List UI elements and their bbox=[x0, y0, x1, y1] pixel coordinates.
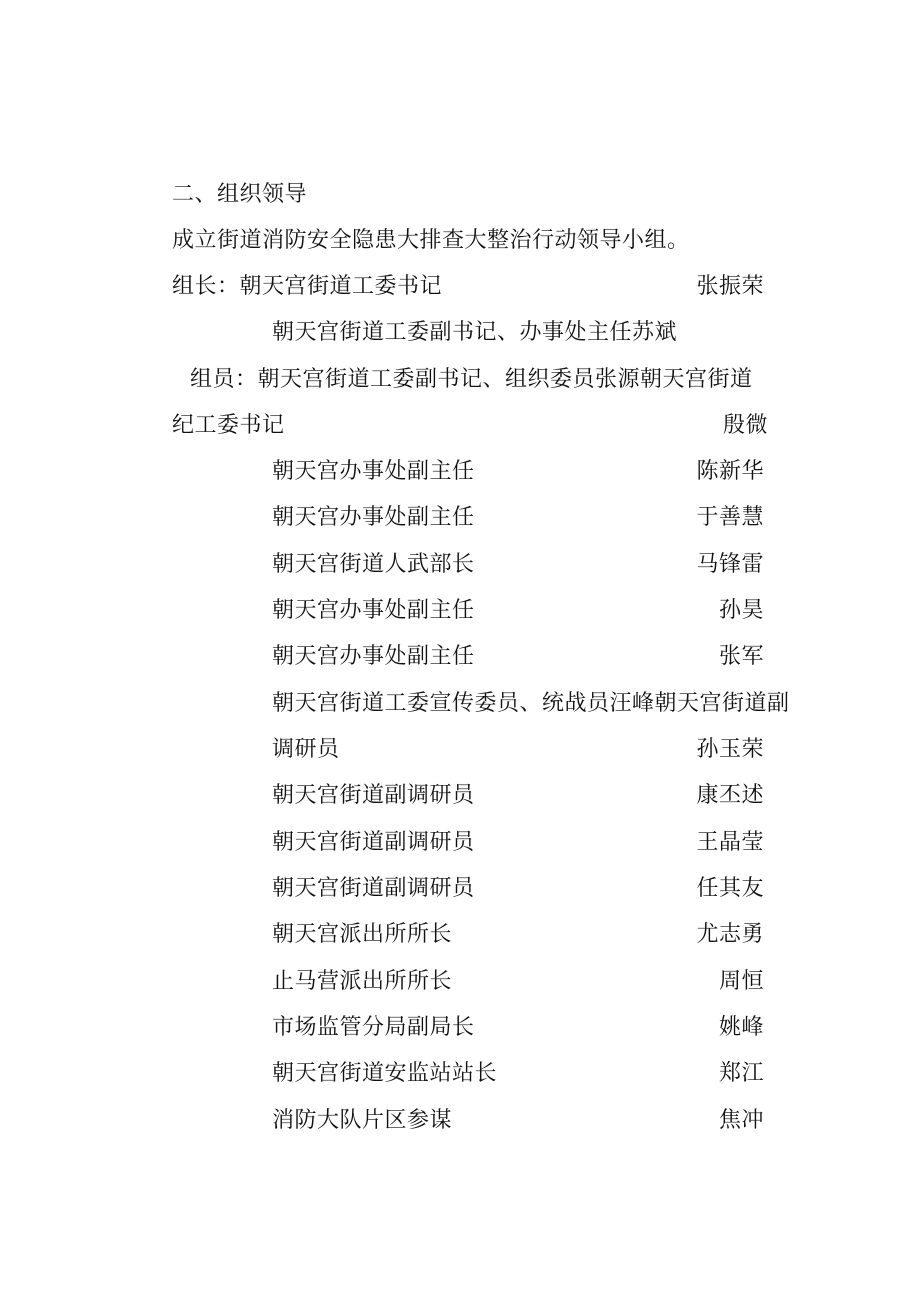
member-row bbox=[272, 920, 764, 950]
member-row bbox=[272, 828, 764, 858]
member-name: 康丕述 bbox=[696, 783, 764, 808]
members-line-2 bbox=[172, 411, 768, 441]
leader-row bbox=[172, 272, 764, 302]
member-name: 马锋雷 bbox=[696, 552, 764, 577]
section-heading: 二、组织领导 bbox=[172, 182, 308, 207]
member-row bbox=[272, 503, 764, 533]
member-name: 姚峰 bbox=[718, 1015, 764, 1040]
member-row bbox=[272, 550, 764, 580]
intro-paragraph: 成立街道消防安全隐患大排查大整治行动领导小组。 bbox=[172, 228, 690, 253]
member-name: 任其友 bbox=[696, 876, 764, 901]
member-row bbox=[272, 967, 764, 997]
leader-name: 张振荣 bbox=[696, 274, 764, 299]
member-role: 朝天宫办事处副主任 bbox=[272, 505, 475, 530]
member-role: 朝天宫办事处副主任 bbox=[272, 459, 475, 484]
member-name: 尤志勇 bbox=[696, 922, 764, 947]
leader-role: 组长：朝天宫街道工委书记 bbox=[172, 274, 443, 299]
member-role: 朝天宫派出所所长 bbox=[272, 922, 453, 947]
member-role: 调研员 bbox=[272, 737, 340, 762]
member-name: 殷微 bbox=[722, 413, 768, 438]
member-role: 朝天宫街道副调研员 bbox=[272, 830, 475, 855]
member-row bbox=[272, 1013, 764, 1043]
member-name: 孙玉荣 bbox=[696, 737, 764, 762]
member-row bbox=[272, 596, 764, 626]
members-line-1: 组员：朝天宫街道工委副书记、组织委员张源朝天宫街道 bbox=[190, 367, 753, 392]
member-role: 朝天宫街道副调研员 bbox=[272, 783, 475, 808]
member-row bbox=[272, 874, 764, 904]
member-name: 郑江 bbox=[718, 1061, 764, 1086]
member-name: 张军 bbox=[718, 644, 764, 669]
member-name: 王晶莹 bbox=[696, 830, 764, 855]
member-role: 朝天宫街道人武部长 bbox=[272, 552, 475, 577]
deputy-line: 朝天宫街道工委副书记、办事处主任苏斌 bbox=[272, 320, 678, 345]
member-role: 朝天宫街道副调研员 bbox=[272, 876, 475, 901]
member-name: 焦冲 bbox=[718, 1108, 764, 1133]
member-row bbox=[272, 642, 764, 672]
member-row bbox=[272, 457, 764, 487]
member-name: 孙昊 bbox=[718, 598, 764, 623]
member-role: 纪工委书记 bbox=[172, 413, 285, 438]
member-name: 陈新华 bbox=[696, 459, 764, 484]
member-row bbox=[272, 1059, 764, 1089]
member-row bbox=[272, 1106, 764, 1136]
member-name: 于善慧 bbox=[696, 505, 764, 530]
wrap-line: 朝天宫街道工委宣传委员、统战员汪峰朝天宫街道副 bbox=[272, 691, 790, 716]
member-role: 止马营派出所所长 bbox=[272, 969, 453, 994]
member-role: 朝天宫办事处副主任 bbox=[272, 644, 475, 669]
member-row bbox=[272, 735, 764, 765]
member-name: 周恒 bbox=[718, 969, 764, 994]
member-role: 市场监管分局副局长 bbox=[272, 1015, 475, 1040]
member-row bbox=[272, 781, 764, 811]
member-role: 朝天宫街道安监站站长 bbox=[272, 1061, 498, 1086]
member-role: 朝天宫办事处副主任 bbox=[272, 598, 475, 623]
member-role: 消防大队片区参谋 bbox=[272, 1108, 453, 1133]
